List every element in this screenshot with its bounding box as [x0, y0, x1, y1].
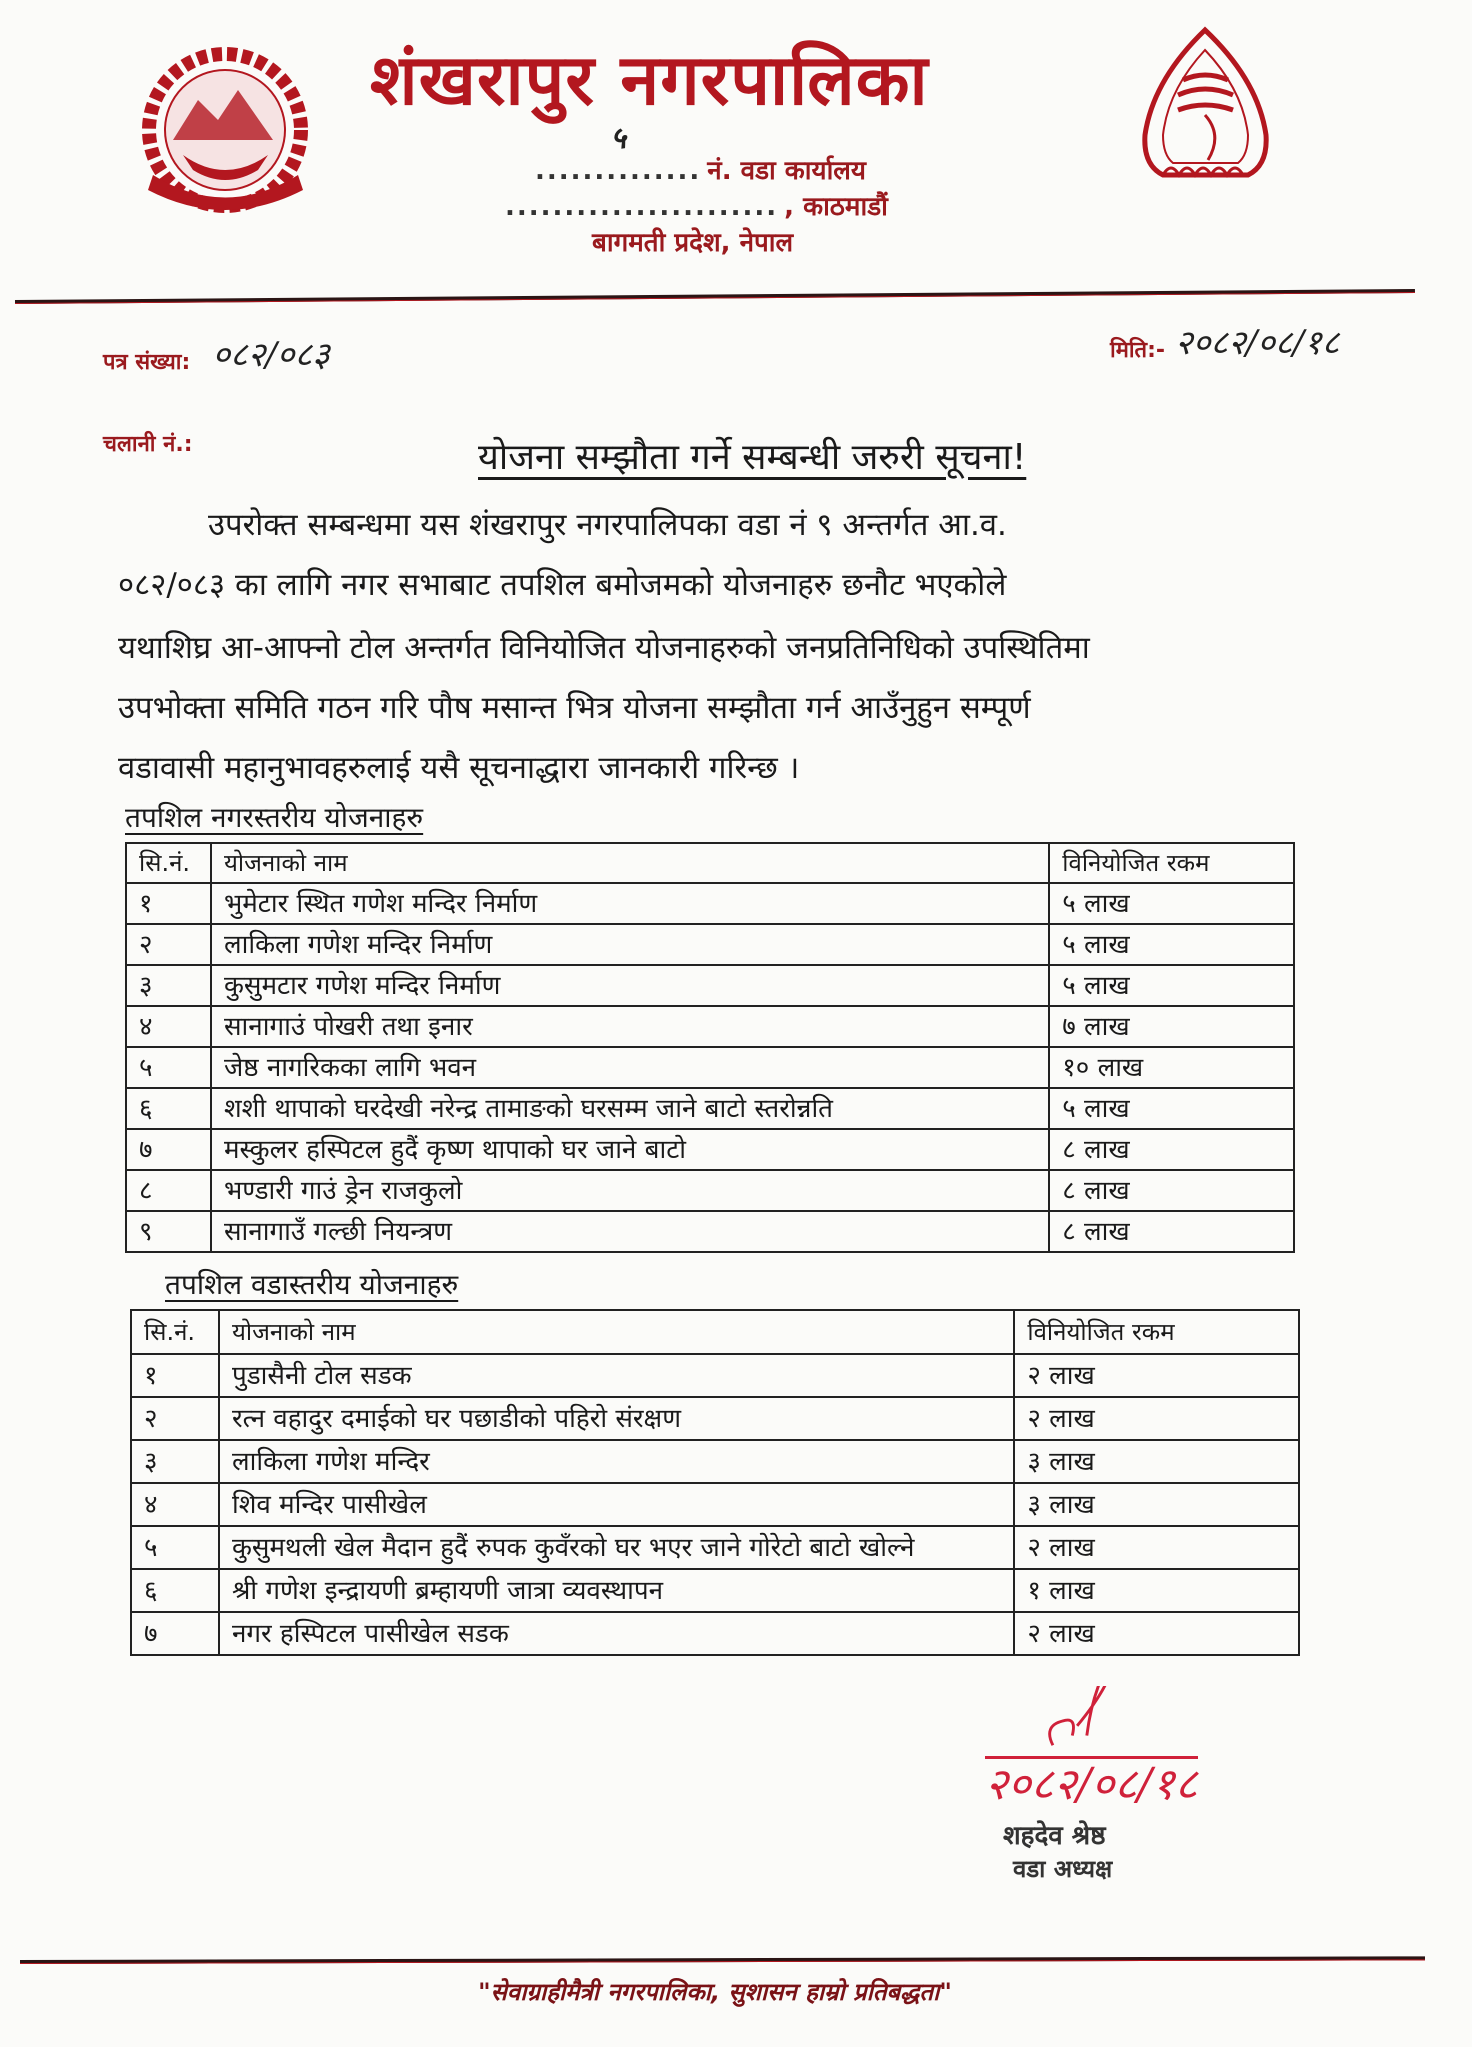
project-name-cell: भुमेटार स्थित गणेश मन्दिर निर्माण — [211, 883, 1049, 924]
table-header-row — [131, 1310, 1299, 1354]
letter-no-value: ०८२/०८३ — [212, 335, 330, 375]
project-name-cell: जेष्ठ नागरिकका लागि भवन — [211, 1047, 1049, 1088]
project-name-cell: शिव मन्दिर पासीखेल — [219, 1483, 1014, 1526]
project-name-cell: लाकिला गणेश मन्दिर — [219, 1440, 1014, 1483]
signatory-name: शहदेव श्रेष्ठ — [1003, 1821, 1106, 1851]
project-name-cell: शशी थापाको घरदेखी नरेन्द्र तामाङको घरसम्म जाने बाटो स्तरोन्नति — [211, 1088, 1049, 1129]
project-name-cell: श्री गणेश इन्द्रायणी ब्रम्हायणी जात्रा व्यवस्थापन — [219, 1569, 1014, 1612]
col-amount: विनियोजित रकम — [1014, 1310, 1299, 1354]
project-name-cell: सानागाउं पोखरी तथा इनार — [211, 1006, 1049, 1047]
serial-cell: ५ — [126, 1047, 211, 1088]
municipal-projects-table — [125, 842, 1295, 1253]
table-row — [126, 883, 1294, 924]
province-label: बागमती प्रदेश, नेपाल — [592, 228, 794, 258]
notice-title: योजना सम्झौता गर्ने सम्बन्धी जरुरी सूचना! — [478, 437, 1027, 478]
ward-office-label: नं. वडा कार्यालय — [707, 156, 867, 186]
amount-cell: ८ लाख — [1049, 1170, 1294, 1211]
date-value: २०८२/०८/१८ — [1175, 323, 1340, 363]
table-row — [131, 1397, 1299, 1440]
serial-cell: ३ — [131, 1440, 219, 1483]
notice-line: ०८२/०८३ का लागि नगर सभाबाट तपशिल बमोजमको योजनाहरु छनौट भएकोले — [118, 567, 1007, 603]
amount-cell: १० लाख — [1049, 1047, 1294, 1088]
col-serial: सि.नं. — [126, 843, 211, 883]
serial-cell: १ — [131, 1354, 219, 1397]
col-serial: सि.नं. — [131, 1310, 219, 1354]
table-row — [126, 1211, 1294, 1252]
ward-projects-heading: तपशिल वडास्तरीय योजनाहरु — [165, 1268, 459, 1301]
serial-cell: ७ — [126, 1129, 211, 1170]
col-project-name: योजनाको नाम — [211, 843, 1049, 883]
municipality-title: शंखरापुर नगरपालिका — [370, 39, 929, 121]
amount-cell: ५ लाख — [1049, 924, 1294, 965]
serial-cell: २ — [126, 924, 211, 965]
table-row — [126, 1088, 1294, 1129]
signature-date: २०८२/०८/१८ — [985, 1756, 1198, 1811]
serial-cell: ८ — [126, 1170, 211, 1211]
serial-cell: २ — [131, 1397, 219, 1440]
signature-block — [985, 1686, 1305, 1885]
city-blank: ....................... — [505, 192, 779, 222]
serial-cell: ४ — [131, 1483, 219, 1526]
serial-cell: ७ — [131, 1612, 219, 1655]
footer-divider — [20, 1956, 1425, 1964]
amount-cell: ५ लाख — [1049, 883, 1294, 924]
date-field — [1110, 318, 1339, 364]
table-row — [131, 1354, 1299, 1397]
serial-cell: ६ — [131, 1569, 219, 1612]
conch-shell-emblem-icon — [1138, 25, 1273, 190]
amount-cell: ८ लाख — [1049, 1129, 1294, 1170]
city-label: , काठमाडौं — [784, 192, 888, 222]
letter-no-label: पत्र संख्या: — [103, 350, 191, 375]
header-divider — [15, 289, 1415, 304]
table-row — [126, 1129, 1294, 1170]
project-name-cell: लाकिला गणेश मन्दिर निर्माण — [211, 924, 1049, 965]
amount-cell: २ लाख — [1014, 1526, 1299, 1569]
footer-motto: "सेवाग्राहीमैत्री नगरपालिका, सुशासन हाम्रो प्रतिबद्धता" — [478, 1978, 952, 2006]
project-name-cell: मस्कुलर हस्पिटल हुदैं कृष्ण थापाको घर जाने बाटो — [211, 1129, 1049, 1170]
table-row — [131, 1440, 1299, 1483]
serial-cell: १ — [126, 883, 211, 924]
amount-cell: २ लाख — [1014, 1397, 1299, 1440]
ward-number-blank: .............. — [535, 156, 702, 186]
amount-cell: १ लाख — [1014, 1569, 1299, 1612]
ward-office-line — [505, 121, 867, 188]
municipal-projects-heading: तपशिल नगरस्तरीय योजनाहरु — [125, 801, 424, 834]
project-name-cell: पुडासैनी टोल सडक — [219, 1354, 1014, 1397]
address-block — [505, 121, 888, 260]
project-name-cell: रत्न वहादुर दमाईको घर पछाडीको पहिरो संरक्षण — [219, 1397, 1014, 1440]
table-row — [126, 1170, 1294, 1211]
col-project-name: योजनाको नाम — [219, 1310, 1014, 1354]
table-row — [126, 965, 1294, 1006]
table-row — [131, 1483, 1299, 1526]
serial-cell: ३ — [126, 965, 211, 1006]
amount-cell: २ लाख — [1014, 1612, 1299, 1655]
amount-cell: ८ लाख — [1049, 1211, 1294, 1252]
table-row — [126, 1047, 1294, 1088]
project-name-cell: नगर हस्पिटल पासीखेल सडक — [219, 1612, 1014, 1655]
project-tables-section — [125, 800, 1305, 1885]
amount-cell: ३ लाख — [1014, 1440, 1299, 1483]
city-line — [505, 190, 888, 224]
dispatch-no-label: चलानी नं.: — [103, 432, 193, 457]
amount-cell: ५ लाख — [1049, 965, 1294, 1006]
notice-line: उपभोक्ता समिति गठन गरि पौष मसान्त भित्र योजना सम्झौता गर्न आउँनुहुन सम्पूर्ण — [118, 690, 1031, 726]
letter-no-field — [103, 330, 330, 376]
serial-cell: ६ — [126, 1088, 211, 1129]
serial-cell: ५ — [131, 1526, 219, 1569]
serial-cell: ९ — [126, 1211, 211, 1252]
table-row — [131, 1612, 1299, 1655]
ward-projects-table — [130, 1309, 1300, 1656]
notice-line: वडावासी महानुभावहरुलाई यसै सूचनाद्धारा जानकारी गरिन्छ । — [118, 750, 800, 786]
project-name-cell: सानागाउँ गल्छी नियन्त्रण — [211, 1211, 1049, 1252]
table-row — [126, 924, 1294, 965]
amount-cell: ७ लाख — [1049, 1006, 1294, 1047]
amount-cell: ५ लाख — [1049, 1088, 1294, 1129]
notice-line: उपरोक्त सम्बन्धमा यस शंखरापुर नगरपालिपका वडा नं ९ अन्तर्गत आ.व. — [208, 507, 1007, 543]
col-amount: विनियोजित रकम — [1049, 843, 1294, 883]
date-label: मिति:- — [1110, 338, 1166, 363]
ward-number-field — [535, 121, 702, 188]
amount-cell: २ लाख — [1014, 1354, 1299, 1397]
table-header-row — [126, 843, 1294, 883]
signatory-designation: वडा अध्यक्ष — [1013, 1855, 1113, 1883]
serial-cell: ४ — [126, 1006, 211, 1047]
project-name-cell: कुसुमथली खेल मैदान हुदैं रुपक कुवँरको घर भएर जाने गोरेटो बाटो खोल्ने — [219, 1526, 1014, 1569]
table-row — [131, 1526, 1299, 1569]
signature-mark — [985, 1686, 1305, 1756]
amount-cell: ३ लाख — [1014, 1483, 1299, 1526]
table-row — [131, 1569, 1299, 1612]
ward-number-handwritten: ५ — [610, 121, 626, 156]
nepal-emblem-icon — [138, 45, 313, 215]
project-name-cell: कुसुमटार गणेश मन्दिर निर्माण — [211, 965, 1049, 1006]
project-name-cell: भण्डारी गाउं ड्रेन राजकुलो — [211, 1170, 1049, 1211]
notice-line: यथाशिघ्र आ-आफ्नो टोल अन्तर्गत विनियोजित योजनाहरुको जनप्रतिनिधिको उपस्थितिमा — [118, 630, 1090, 666]
table-row — [126, 1006, 1294, 1047]
